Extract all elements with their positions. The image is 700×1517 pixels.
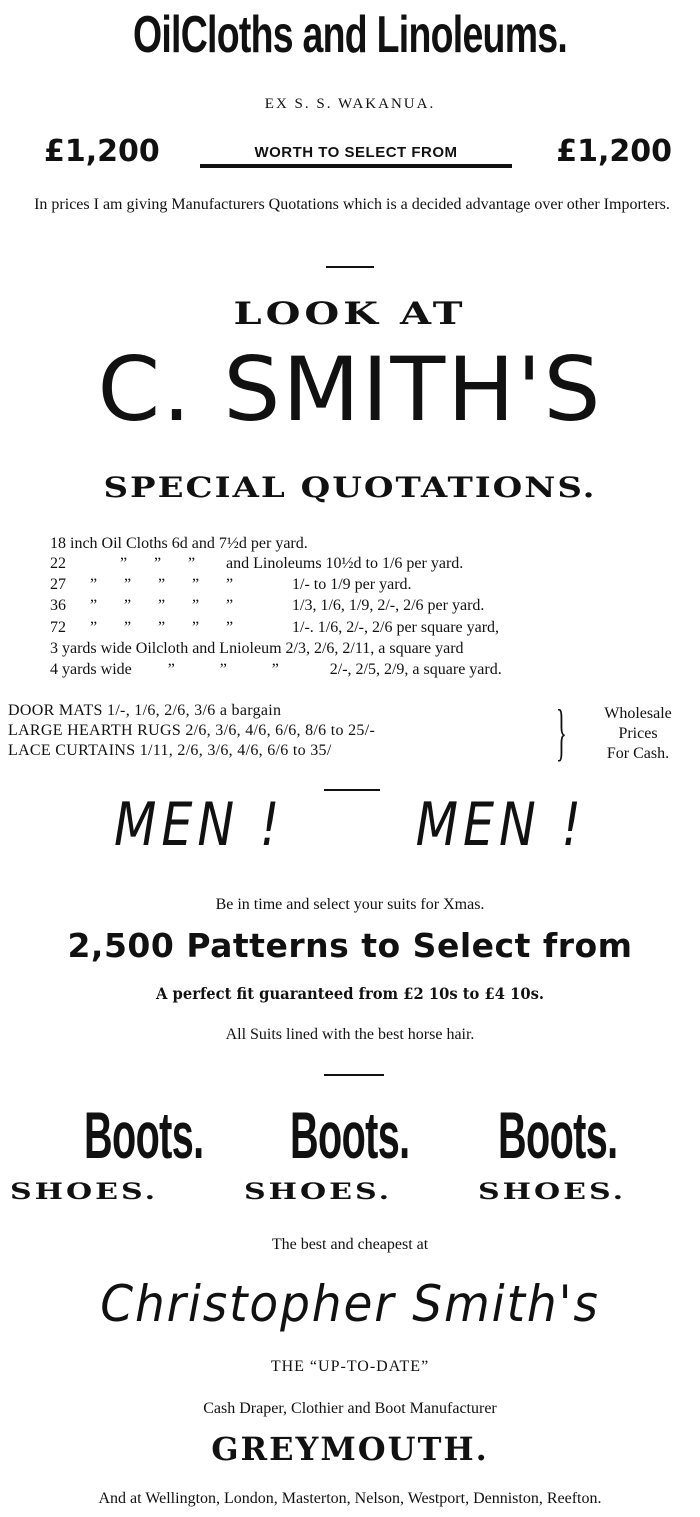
price-text: 1/-. 1/6, 2/-, 2/6 per square yard, (292, 619, 500, 636)
oilcloth-line-18: 18 inch Oil Cloths 6d and 7½d per yard. (50, 535, 308, 552)
shoes-row (0, 1175, 700, 1225)
boots-word: Boots. (290, 1098, 410, 1172)
ditto-mark: ” (188, 555, 196, 572)
ditto-mark: ” (226, 619, 234, 636)
price-text: 2/-, 2/5, 2/9, a square yard. (329, 661, 502, 678)
ditto-mark: ” (167, 661, 175, 678)
best-cheapest-text: The best and cheapest at (271, 1236, 429, 1253)
suits-lined-text: All Suits lined with the best horse hair. (225, 1026, 475, 1043)
lace-curtains-line: LACE CURTAINS 1/11, 2/6, 3/6, 4/6, 6/6 to 35/ (8, 742, 332, 759)
trade-text: Cash Draper, Clothier and Boot Manufacturer (203, 1400, 497, 1417)
wholesale-line: For Cash. (606, 745, 670, 762)
size: 27 (50, 576, 66, 593)
branches-text: And at Wellington, London, Masterton, Nelson, Westport, Denniston, Reefton. (98, 1490, 602, 1507)
oilcloth-line-3yd: 3 yards wide Oilcloth and Lnioleum 2/3, 2/6, 2/11, a square yard (50, 640, 464, 657)
size: 22 (50, 555, 66, 572)
wholesale-note (586, 704, 690, 764)
wholesale-line: Wholesale (604, 705, 672, 722)
ditto-mark: ” (90, 619, 98, 636)
store-name: Christopher Smith's (100, 1275, 600, 1333)
oilcloth-line-27 (50, 576, 412, 594)
brace-icon: } (556, 696, 567, 767)
ship-subtitle: EX S. S. WAKANUA. (264, 96, 436, 112)
ditto-mark: ” (192, 576, 200, 593)
oilcloth-line-4yd (50, 661, 502, 679)
door-mats-line: DOOR MATS 1/-, 1/6, 2/6, 3/6 a bargain (8, 702, 282, 719)
worth-to-select: WORTH TO SELECT FROM (200, 144, 512, 168)
price-text: and Linoleums 10½d to 1/6 per yard. (226, 555, 464, 572)
ditto-mark: ” (124, 619, 132, 636)
town-heading: GREYMOUTH. (211, 1430, 489, 1468)
ditto-mark: ” (158, 597, 166, 614)
oilcloth-line-36 (50, 597, 484, 615)
ditto-mark: ” (226, 576, 234, 593)
divider (324, 1074, 384, 1076)
price-text: 1/3, 1/6, 1/9, 2/-, 2/6 per yard. (292, 597, 485, 614)
be-in-time-text: Be in time and select your suits for Xmas. (215, 896, 485, 913)
hearth-rugs-line: LARGE HEARTH RUGS 2/6, 3/6, 4/6, 6/6, 8/6 to 25/- (8, 722, 376, 739)
shoes-word: SHOES. (478, 1178, 627, 1205)
price-text: 1/- to 1/9 per yard. (292, 576, 412, 593)
size: 72 (50, 619, 66, 636)
up-to-date-text: THE “UP-TO-DATE” (270, 1358, 430, 1375)
shoes-word: SHOES. (244, 1178, 393, 1205)
ditto-mark: ” (158, 619, 166, 636)
wholesale-line: Prices (618, 725, 658, 742)
ditto-mark: ” (124, 597, 132, 614)
oilcloth-line-72 (50, 619, 499, 637)
men-shout: MEN ! (114, 790, 285, 860)
headline-oilcloths: OilCloths and Linoleums. (132, 6, 568, 64)
smith-name-heading: C. SMITH'S (97, 338, 603, 441)
ditto-mark: ” (219, 661, 227, 678)
shoes-word: SHOES. (10, 1178, 159, 1205)
ditto-mark: ” (120, 555, 128, 572)
ditto-mark: ” (192, 597, 200, 614)
ditto-mark: ” (158, 576, 166, 593)
price-left: £1,200 (44, 134, 160, 169)
boots-word: Boots. (84, 1098, 204, 1172)
price-right: £1,200 (556, 134, 672, 169)
boots-word: Boots. (498, 1098, 618, 1172)
ditto-mark: ” (271, 661, 279, 678)
ditto-mark: ” (90, 597, 98, 614)
men-shout: MEN ! (415, 790, 586, 860)
perfect-fit-text: A perfect fit guaranteed from £2 10s to £4 10s. (155, 984, 545, 1003)
oilcloth-line-22 (50, 555, 463, 573)
ditto-mark: ” (192, 619, 200, 636)
special-quotations-heading: SPECIAL QUOTATIONS. (103, 471, 597, 505)
divider (326, 266, 374, 268)
size: 36 (50, 597, 66, 614)
label: 4 yards wide (50, 661, 132, 678)
intro-text: In prices I am giving Manufacturers Quotations which is a decided advantage over other Importers. (34, 196, 670, 213)
patterns-heading: 2,500 Patterns to Select from (67, 926, 633, 965)
ditto-mark: ” (154, 555, 162, 572)
price-row (0, 134, 700, 176)
ditto-mark: ” (124, 576, 132, 593)
ditto-mark: ” (90, 576, 98, 593)
boots-row (0, 1090, 700, 1180)
men-heading (63, 790, 637, 860)
look-at-heading: LOOK AT (233, 295, 467, 332)
ditto-mark: ” (226, 597, 234, 614)
